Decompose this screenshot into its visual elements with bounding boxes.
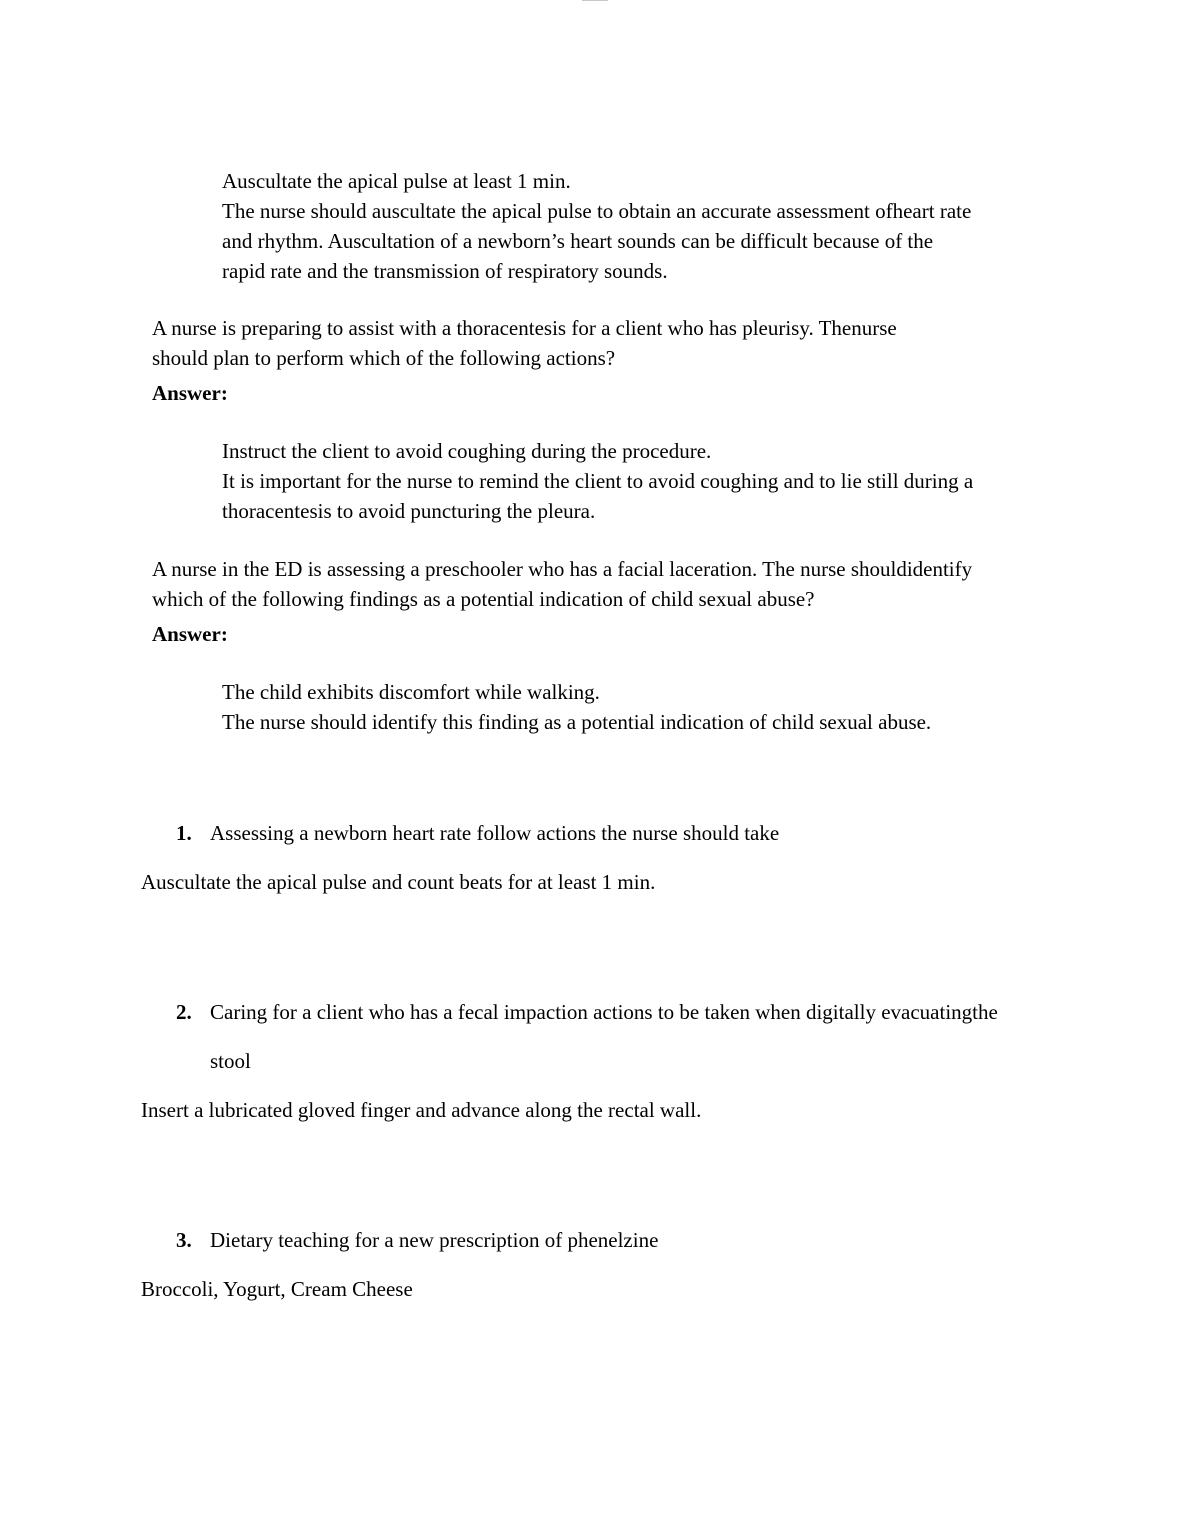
rationale-line: The nurse should identify this finding as a potential indication of child sexual abuse.: [222, 710, 932, 734]
question-block-3: [152, 554, 1032, 649]
question-line: A nurse is preparing to assist with a thoracentesis for a client who has pleurisy. Thenurse: [152, 316, 897, 340]
item-text-continuation: stool: [210, 1049, 251, 1073]
answer-block-3: [222, 677, 1022, 737]
item-text: Caring for a client who has a fecal impaction actions to be taken when digitally evacuatingthe: [210, 1000, 998, 1024]
question-line: A nurse in the ED is assessing a preschooler who has a facial laceration. The nurse shouldidentify: [152, 557, 973, 581]
answer-block-2: [222, 436, 1022, 526]
answer-title: Instruct the client to avoid coughing during the procedure.: [222, 439, 712, 463]
numbered-item-1: [176, 818, 779, 848]
item-number: 3.: [176, 1228, 192, 1252]
answer-title: The child exhibits discomfort while walking.: [222, 680, 600, 704]
numbered-item-3: [176, 1225, 658, 1255]
answer-block-1: [222, 166, 1022, 286]
question-line: which of the following findings as a potential indication of child sexual abuse?: [152, 587, 815, 611]
answer-label: Answer:: [152, 381, 228, 405]
item-answer-1: Auscultate the apical pulse and count beats for at least 1 min.: [141, 870, 656, 894]
item-number: 2.: [176, 1000, 192, 1024]
item-answer-3: Broccoli, Yogurt, Cream Cheese: [141, 1277, 413, 1301]
rationale-line: rapid rate and the transmission of respiratory sounds.: [222, 259, 668, 283]
item-text: Assessing a newborn heart rate follow actions the nurse should take: [210, 821, 780, 845]
answer-label: Answer:: [152, 622, 228, 646]
page-header-mark: [582, 0, 608, 4]
item-answer-2: Insert a lubricated gloved finger and advance along the rectal wall.: [141, 1098, 702, 1122]
numbered-item-2: [176, 997, 998, 1027]
rationale-line: The nurse should auscultate the apical pulse to obtain an accurate assessment ofheart rate: [222, 199, 972, 223]
rationale-line: It is important for the nurse to remind the client to avoid coughing and to lie still during a: [222, 469, 974, 493]
question-line: should plan to perform which of the following actions?: [152, 346, 616, 370]
answer-title: Auscultate the apical pulse at least 1 min.: [222, 169, 571, 193]
rationale-line: and rhythm. Auscultation of a newborn’s heart sounds can be difficult because of the: [222, 229, 934, 253]
rationale-line: thoracentesis to avoid puncturing the pleura.: [222, 499, 596, 523]
question-block-2: [152, 313, 1032, 408]
item-number: 1.: [176, 821, 192, 845]
item-text: Dietary teaching for a new prescription of phenelzine: [210, 1228, 659, 1252]
